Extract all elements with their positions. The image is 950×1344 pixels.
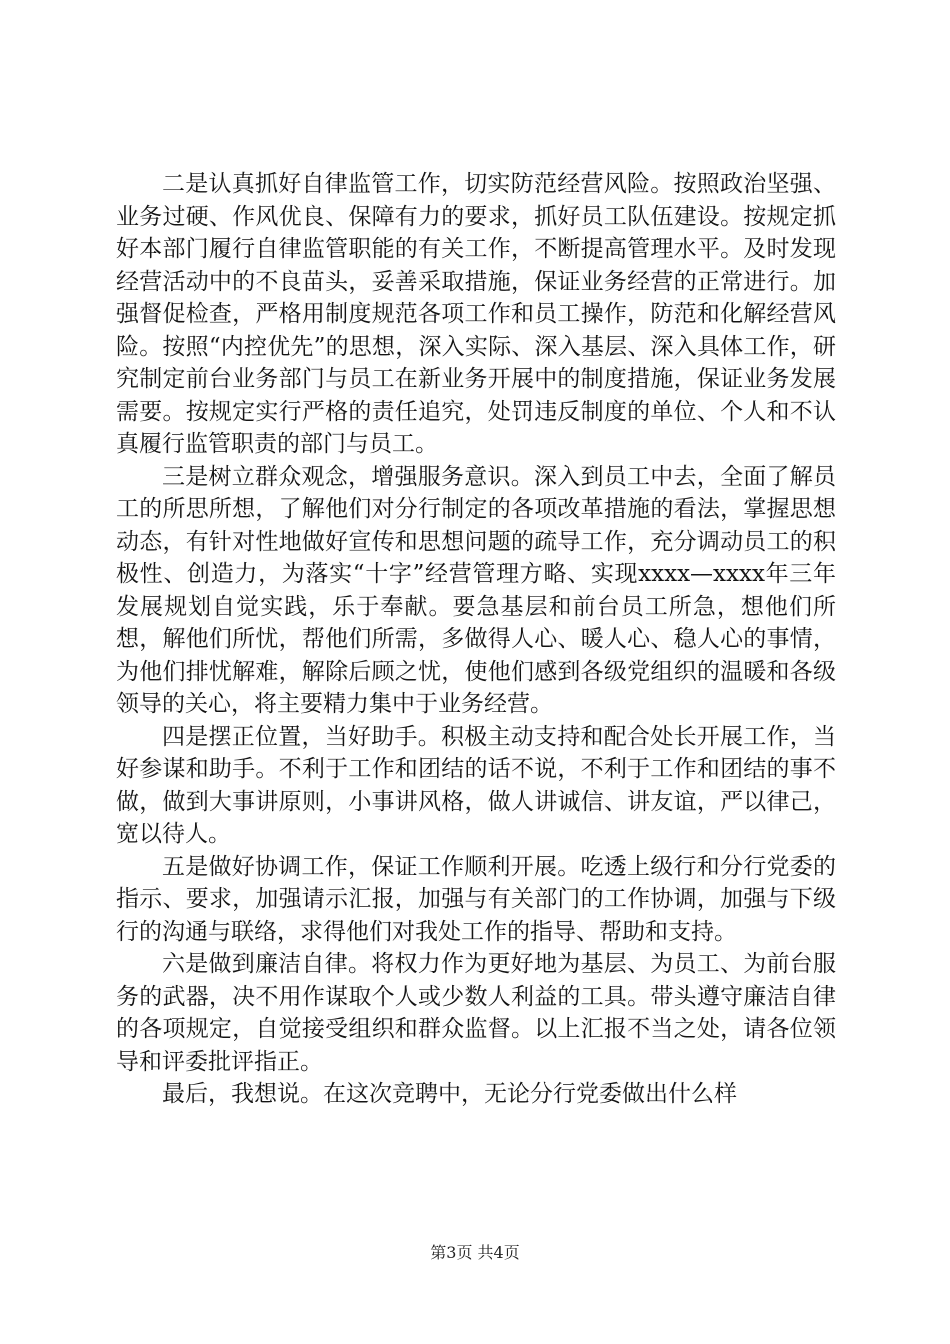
paragraph-5-coordination: 五是做好协调工作，保证工作顺利开展。吃透上级行和分行党委的指示、要求，加强请示汇报，加强与有关部门的工作协调，加强与下级行的沟通与联络，求得他们对我处工作的指导、帮助和支持。: [116, 853, 836, 945]
paragraph-6-integrity: 六是做到廉洁自律。将权力作为更好地为基层、为员工、为前台服务的武器，决不用作谋取个人或少数人利益的工具。带头遵守廉洁自律的各项规定，自觉接受组织和群众监督。以上汇报不当之处，请各位领导和评委批评指正。: [116, 951, 836, 1075]
paragraph-4-assistant-role: 四是摆正位置，当好助手。积极主动支持和配合处长开展工作，当好参谋和助手。不利于工作和团结的话不说，不利于工作和团结的事不做，做到大事讲原则，小事讲风格，做人讲诚信、讲友谊，严以律己，宽以待人。: [116, 723, 836, 847]
page-number-footer: 第3页 共4页: [430, 1243, 520, 1262]
paragraph-closing: 最后，我想说。在这次竞聘中，无论分行党委做出什么样: [162, 1081, 737, 1107]
document-body: [116, 168, 836, 1111]
paragraph-3-service-awareness: 三是树立群众观念，增强服务意识。深入到员工中去，全面了解员工的所思所想，了解他们对分行制定的各项改革措施的看法，掌握思想动态，有针对性地做好宣传和思想问题的疏导工作，充分调动员工的积极性、创造力，为落实“十字”经营管理方略、实现xxxx—xxxx年三年发展规划自觉实践，乐于奉献。要急基层和前台员工所急，想他们所想，解他们所忧，帮他们所需，多做得人心、暖人心、稳人心的事情，为他们排忧解难，解除后顾之忧，使他们感到各级党组织的温暖和各级领导的关心，将主要精力集中于业务经营。: [116, 463, 836, 717]
paragraph-2-self-discipline: 二是认真抓好自律监管工作，切实防范经营风险。按照政治坚强、业务过硬、作风优良、保障有力的要求，抓好员工队伍建设。按规定抓好本部门履行自律监管职能的有关工作，不断提高管理水平。及时发现经营活动中的不良苗头，妥善采取措施，保证业务经营的正常进行。加强督促检查，严格用制度规范各项工作和员工操作，防范和化解经营风险。按照“内控优先”的思想，深入实际、深入基层、深入具体工作，研究制定前台业务部门与员工在新业务开展中的制度措施，保证业务发展需要。按规定实行严格的责任追究，处罚违反制度的单位、个人和不认真履行监管职责的部门与员工。: [116, 171, 836, 457]
